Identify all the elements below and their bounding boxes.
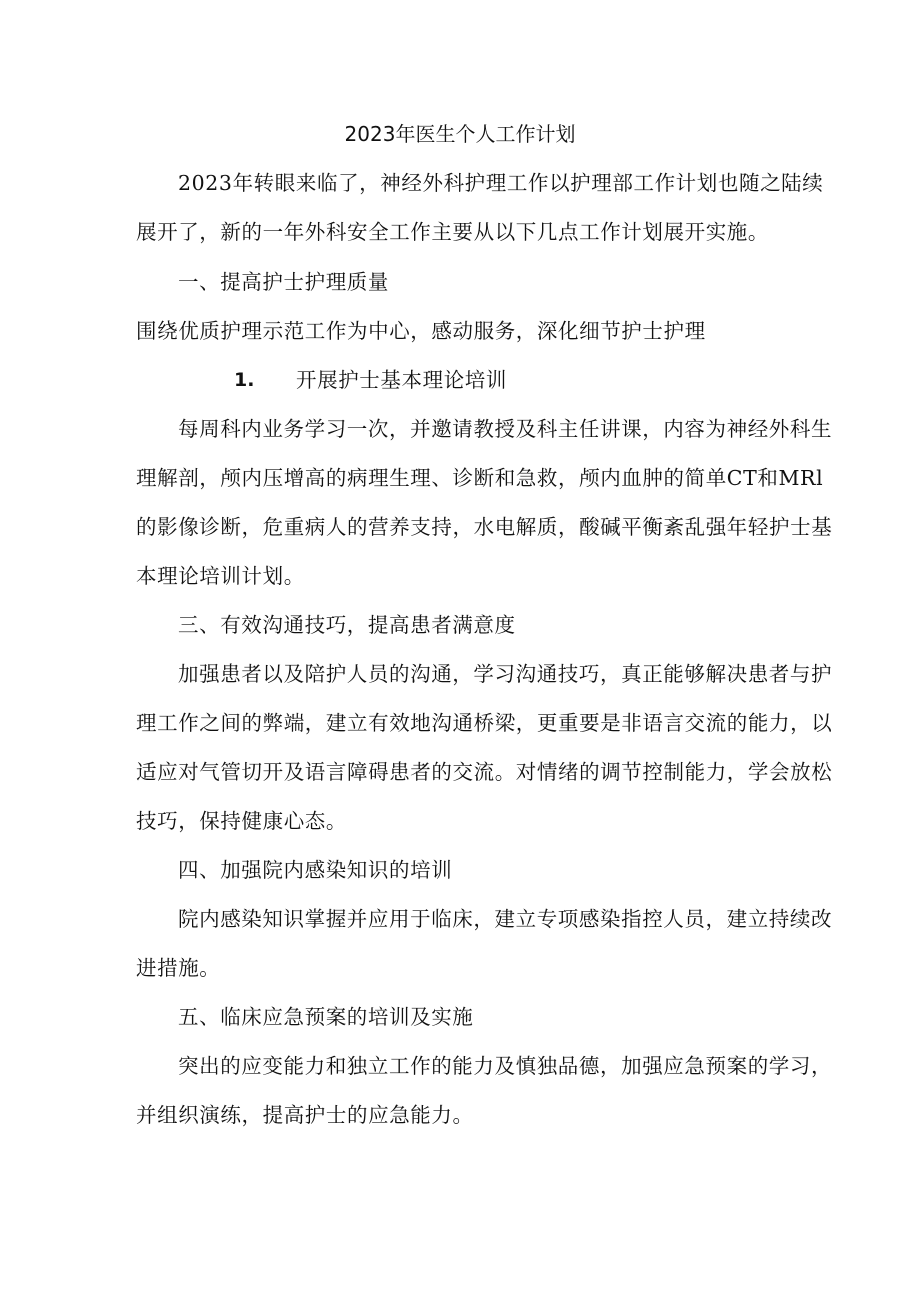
paragraph-line: 并组织演练，提高护士的应急能力。: [136, 1103, 474, 1127]
list-item-number: 1.: [234, 369, 255, 391]
paragraph-line: 本理论培训计划。: [136, 564, 305, 588]
paragraph-line: 突出的应变能力和独立工作的能力及慎独品德，加强应急预案的学习，: [178, 1054, 833, 1078]
section-heading: 三、有效沟通技巧，提高患者满意度: [178, 613, 516, 637]
paragraph-line: 适应对气管切开及语言障碍患者的交流。对情绪的调节控制能力，学会放松: [136, 760, 833, 784]
paragraph-line: 2023年转眼来临了，神经外科护理工作以护理部工作计划也随之陆续: [178, 171, 824, 195]
paragraph-line: 每周科内业务学习一次，并邀请教授及科主任讲课，内容为神经外科生: [178, 417, 833, 441]
paragraph-line: 进措施。: [136, 956, 221, 980]
paragraph-line: 理解剖，颅内压增高的病理生理、诊断和急救，颅内血肿的简单CT和MRl: [136, 466, 824, 490]
paragraph-line: 展开了，新的一年外科安全工作主要从以下几点工作计划展开实施。: [136, 220, 769, 244]
section-heading: 五、临床应急预案的培训及实施: [178, 1005, 474, 1029]
section-heading: 四、加强院内感染知识的培训: [178, 858, 453, 882]
paragraph-line: 加强患者以及陪护人员的沟通，学习沟通技巧，真正能够解决患者与护: [178, 662, 833, 686]
paragraph-line: 技巧，保持健康心态。: [136, 809, 347, 833]
paragraph-line: 围绕优质护理示范工作为中心，感动服务，深化细节护士护理: [136, 319, 706, 343]
paragraph-line: 的影像诊断，危重病人的营养支持，水电解质，酸碱平衡紊乱强年轻护士基: [136, 515, 833, 539]
paragraph-line: 理工作之间的弊端，建立有效地沟通桥梁，更重要是非语言交流的能力，以: [136, 711, 833, 735]
section-heading: 一、提高护士护理质量: [178, 270, 389, 294]
paragraph-line: 院内感染知识掌握并应用于临床，建立专项感染指控人员，建立持续改: [178, 907, 833, 931]
document-title: 2023年医生个人工作计划: [344, 122, 576, 146]
list-item-text: 开展护士基本理论培训: [296, 368, 507, 392]
